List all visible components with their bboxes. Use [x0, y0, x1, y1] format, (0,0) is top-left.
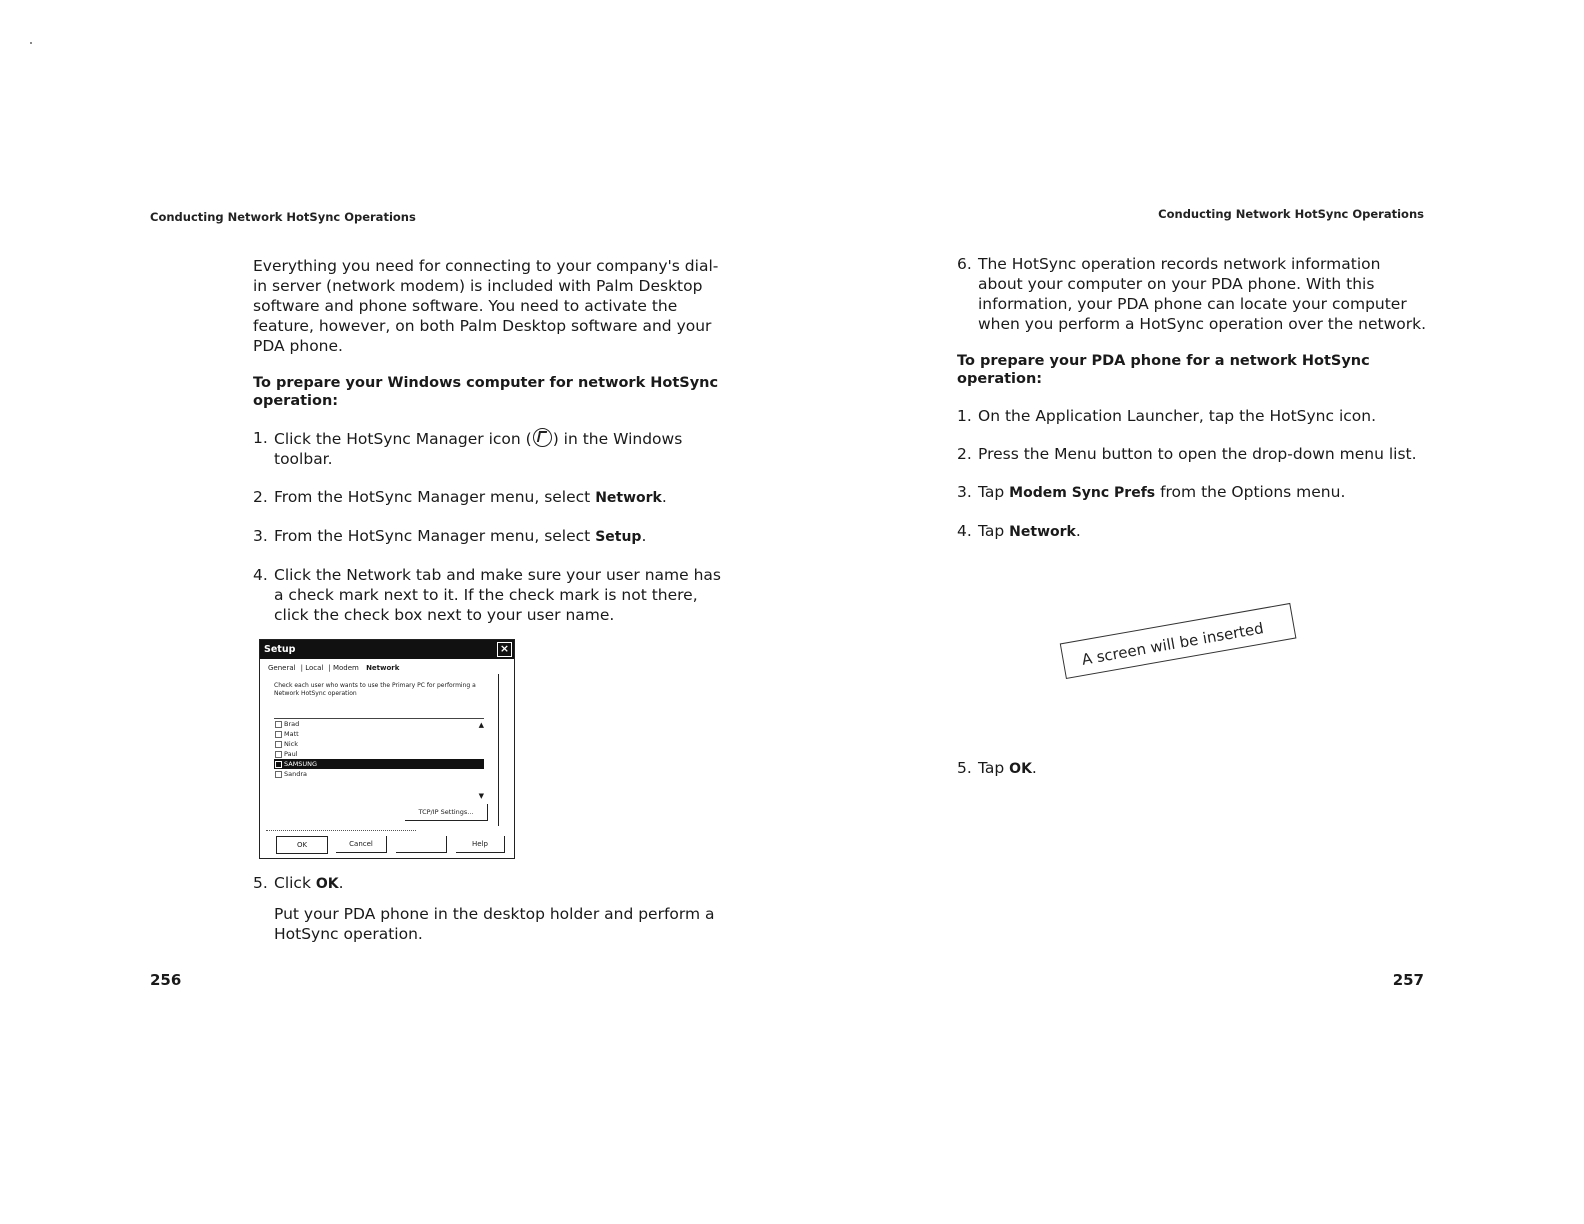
- step-6: [957, 254, 1427, 334]
- tab-general[interactable]: General: [268, 664, 296, 672]
- step-text: Click the HotSync Manager icon (: [274, 430, 532, 448]
- step-number: 3.: [957, 483, 972, 501]
- step-text: From the HotSync Manager menu, select: [274, 488, 596, 506]
- step-4: [253, 565, 723, 625]
- step-keyword: Modem Sync Prefs: [1009, 485, 1156, 501]
- step-number: 4.: [957, 522, 972, 540]
- setup-dialog-screenshot: [259, 639, 515, 859]
- right-page-column: [957, 254, 1427, 797]
- intro-paragraph: Everything you need for connecting to your company's dial-in server (network modem) is included with Palm Desktop software and phone software. You need to activate the feature, however, on both Palm Desktop software and your PDA phone.: [253, 257, 719, 355]
- step-text: ) in the Windows toolbar.: [274, 430, 683, 468]
- help-button[interactable]: Help: [456, 836, 505, 853]
- list-item[interactable]: Sandra: [274, 769, 484, 779]
- step-number: 5.: [957, 759, 972, 777]
- ok-button[interactable]: OK: [276, 836, 328, 854]
- blank-button[interactable]: [396, 836, 447, 853]
- step-number: 4.: [253, 566, 268, 584]
- step-number: 2.: [253, 488, 268, 506]
- step-text: The HotSync operation records network information about your computer on your PDA phone. With this information, your PDA phone can locate your computer when you perform a HotSync operation over the network.: [978, 255, 1427, 333]
- hotsync-icon: [533, 428, 552, 447]
- dialog-title-bar: [260, 640, 514, 659]
- list-item[interactable]: Nick: [274, 739, 484, 749]
- step-1: [253, 428, 723, 469]
- tcp-ip-settings-button[interactable]: TCP/IP Settings...: [405, 804, 488, 821]
- list-item[interactable]: Matt: [274, 729, 484, 739]
- dialog-note: Check each user who wants to use the Primary PC for performing a Network HotSync operation: [274, 682, 476, 697]
- step-tail: .: [1031, 759, 1037, 777]
- step-number: 5.: [253, 874, 268, 892]
- step-number: 2.: [957, 445, 972, 463]
- user-list[interactable]: [274, 718, 484, 799]
- step-text: Tap: [978, 759, 1010, 777]
- step-text: Click: [274, 874, 316, 892]
- step-tail: .: [1075, 522, 1081, 540]
- tab-modem[interactable]: Modem: [332, 664, 359, 672]
- tab-network[interactable]: Network: [366, 664, 400, 672]
- scroll-down-icon[interactable]: ▼: [478, 792, 484, 800]
- step-number: 6.: [957, 255, 972, 273]
- step-keyword: OK: [1009, 761, 1032, 777]
- running-head-left: Conducting Network HotSync Operations: [150, 210, 416, 224]
- step-text: Click the Network tab and make sure your user name has a check mark next to it. If the check mark is not there, click the check box next to your user name.: [274, 566, 721, 624]
- step-tail: .: [338, 874, 344, 892]
- step-3: [253, 526, 723, 547]
- step-keyword: OK: [315, 876, 339, 892]
- followup-paragraph: Put your PDA phone in the desktop holder and perform a HotSync operation.: [274, 905, 715, 943]
- list-item[interactable]: Paul: [274, 749, 484, 759]
- list-item[interactable]: Brad: [274, 719, 484, 729]
- cancel-button[interactable]: Cancel: [336, 836, 387, 853]
- step-number: 1.: [253, 429, 268, 447]
- running-head-right: Conducting Network HotSync Operations: [1158, 207, 1424, 221]
- scroll-up-icon[interactable]: ▲: [478, 721, 484, 729]
- step-number: 1.: [957, 407, 972, 425]
- step-5: [253, 873, 723, 894]
- placeholder-text: A screen will be inserted: [1080, 619, 1265, 669]
- step-keyword: Network: [1009, 524, 1076, 540]
- step-keyword: Setup: [595, 529, 642, 545]
- page-number-right: 257: [1392, 971, 1424, 989]
- step-tail: .: [641, 527, 647, 545]
- close-icon[interactable]: ×: [497, 642, 512, 657]
- page-number-left: 256: [150, 971, 182, 989]
- divider: [266, 830, 416, 831]
- step-3: [957, 482, 1427, 503]
- step-text: Press the Menu button to open the drop-down menu list.: [978, 445, 1417, 463]
- step-tail: .: [661, 488, 667, 506]
- left-page-column: [253, 256, 723, 944]
- procedure-heading-windows: To prepare your Windows computer for network HotSync operation:: [253, 375, 719, 409]
- step-2: [253, 487, 723, 508]
- step-keyword: Network: [595, 490, 662, 506]
- tab-local[interactable]: Local: [305, 664, 324, 672]
- step-text: Tap: [978, 483, 1010, 501]
- stray-mark: [30, 42, 32, 44]
- dialog-tabs: General | Local | Modem Network: [268, 664, 400, 672]
- step-text: Tap: [978, 522, 1010, 540]
- step-number: 3.: [253, 527, 268, 545]
- dialog-title: Setup: [264, 644, 296, 655]
- step-2: [957, 444, 1427, 464]
- step-text: On the Application Launcher, tap the HotSync icon.: [978, 407, 1377, 425]
- procedure-heading-pda: To prepare your PDA phone for a network HotSync operation:: [957, 353, 1370, 387]
- step-5: [957, 758, 1427, 779]
- list-item-selected[interactable]: SAMSUNG: [274, 759, 484, 769]
- network-panel: [266, 674, 499, 826]
- step-4: [957, 521, 1427, 542]
- step-1: [957, 406, 1427, 426]
- step-text: From the HotSync Manager menu, select: [274, 527, 596, 545]
- step-tail: from the Options menu.: [1155, 483, 1346, 501]
